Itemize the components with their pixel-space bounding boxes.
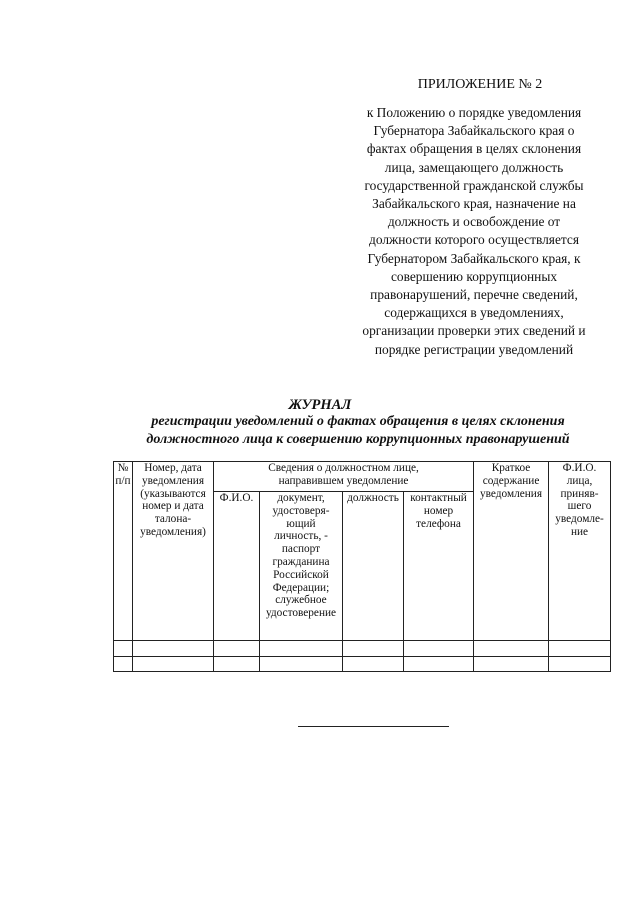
table-cell	[260, 657, 343, 672]
header-cell-recipient: Ф.И.О. лица, приняв- шего уведомле- ние	[549, 462, 611, 641]
appendix-subtitle-line: фактах обращения в целях склонения	[366, 141, 582, 157]
table-cell	[133, 641, 214, 657]
header-cell-position: должность	[343, 492, 404, 641]
header-cell-fio: Ф.И.О.	[214, 492, 260, 641]
table-cell	[474, 657, 549, 672]
appendix-subtitle-line: Губернатором Забайкальского края, к	[367, 250, 581, 266]
table-cell	[114, 657, 133, 672]
table-cell	[214, 641, 260, 657]
header-cell-official-group: Сведения о должностном лице, направившем уведомление	[214, 462, 474, 492]
appendix-subtitle-line: порядке регистрации уведомлений	[374, 341, 574, 357]
table-cell	[549, 657, 611, 672]
registration-table	[113, 461, 611, 672]
bottom-divider-line	[298, 726, 449, 727]
table-cell	[474, 641, 549, 657]
appendix-subtitle-line: организации проверки этих сведений и	[362, 323, 586, 339]
journal-title: ЖУРНАЛ	[288, 397, 352, 413]
appendix-subtitle-line: правонарушений, перечне сведений,	[370, 287, 578, 303]
table-cell	[343, 657, 404, 672]
table-cell	[404, 641, 474, 657]
table-cell	[114, 641, 133, 657]
header-cell-notice: Номер, дата уведомления (указываются номер и дата талона- уведомления)	[133, 462, 214, 641]
table-cell	[343, 641, 404, 657]
table-cell	[133, 657, 214, 672]
appendix-subtitle	[340, 104, 608, 359]
appendix-subtitle-line: лица, замещающего должность	[384, 159, 564, 175]
appendix-title: ПРИЛОЖЕНИЕ № 2	[417, 77, 543, 92]
appendix-subtitle-line: Забайкальского края, назначение на	[372, 196, 576, 212]
table-row	[114, 657, 611, 672]
journal-subtitle-line: регистрации уведомлений о фактах обращения в целях склонения	[151, 414, 565, 429]
appendix-subtitle-line: совершению коррупционных	[390, 268, 558, 284]
table-cell	[260, 641, 343, 657]
appendix-subtitle-line: государственной гражданской службы	[364, 177, 584, 193]
appendix-subtitle-line: должности которого осуществляется	[369, 232, 579, 248]
table-header-row	[114, 462, 611, 492]
header-cell-document: документ, удостоверя- ющий личность, - паспорт гражданина Российской Федерации; служебное удостоверение	[260, 492, 343, 641]
header-cell-number: № п/п	[114, 462, 133, 641]
journal-subtitle-line: должностного лица к совершению коррупционных правонарушений	[146, 432, 570, 447]
appendix-subtitle-line: Губернатора Забайкальского края о	[373, 123, 575, 139]
header-cell-summary: Краткое содержание уведомления	[474, 462, 549, 641]
appendix-subtitle-line: к Положению о порядке уведомления	[366, 105, 582, 120]
table-cell	[214, 657, 260, 672]
journal-subtitle	[0, 413, 640, 449]
table-cell	[549, 641, 611, 657]
appendix-subtitle-line: должность и освобождение от	[387, 214, 561, 230]
table-cell	[404, 657, 474, 672]
appendix-subtitle-line: содержащихся в уведомлениях,	[384, 305, 564, 321]
table-row	[114, 641, 611, 657]
header-cell-phone: контактный номер телефона	[404, 492, 474, 641]
